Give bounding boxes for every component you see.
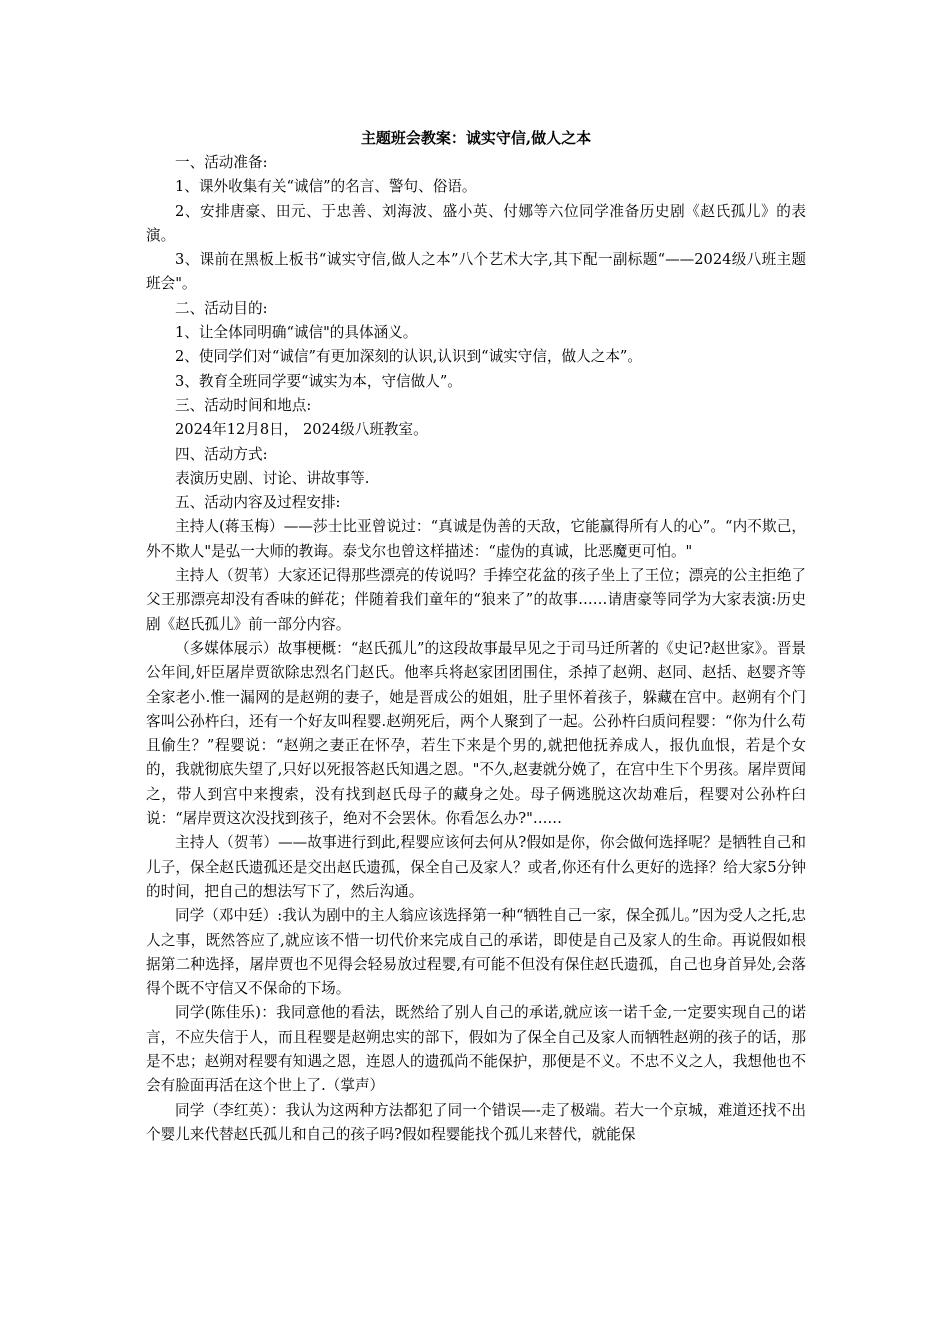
paragraph: 1、课外收集有关“诚信”的名言、警句、俗语。 [175,178,477,196]
paragraph: 主持人（贺苇）大家还记得那些漂亮的传说吗？手捧空花盆的孩子坐上了王位；漂亮的公主拒绝了父王那漂亮却没有香味的鲜花；伴随着我们童年的“狼来了”的故事……请唐豪等同学为大家表演:历史剧《赵氏孤儿》前一部分内容。 [146,567,806,633]
paragraph: 四、活动方式: [175,445,268,463]
paragraph: 同学（邓中廷）:我认为剧中的主人翁应该选择第一种“牺牲自己一家，保全孤儿。”因为受人之托,忠人之事，既然答应了,就应该不惜一切代价来完成自己的承诺，即使是自己及家人的生命。再说假如根据第二种选择，屠岸贾也不见得会轻易放过程婴,有可能不但没有保住赵氏遗孤，自己也身首异处,会落得个既不守信又不保命的下场。 [146,907,806,998]
paragraph: 3、教育全班同学要“诚实为本，守信做人”。 [175,372,462,390]
paragraph: 2024年12月8日， 2024级八班教室。 [175,421,428,439]
paragraph: 五、活动内容及过程安排: [175,494,341,512]
paragraph: 同学(陈佳乐)：我同意他的看法，既然给了别人自己的承诺,就应该一诺千金,一定要实现自己的诺言，不应失信于人，而且程婴是赵朔忠实的部下，假如为了保全自己及家人而牺牲赵朔的孩子的话，那是不忠；赵朔对程婴有知遇之恩，连恩人的遗孤尚不能保护，那便是不义。不忠不义之人，我想他也不会有脸面再活在这个世上了.（掌声） [146,1004,806,1095]
paragraph: 表演历史剧、讨论、讲故事等. [175,469,370,487]
paragraph: 1、让全体同明确“诚信"的具体涵义。 [175,324,418,342]
paragraph: 同学（李红英）：我认为这两种方法都犯了同一个错误—-走了极端。若大一个京城，难道还找不出个婴儿来代替赵氏孤儿和自己的孩子吗?假如程婴能找个孤儿来替代，就能保 [146,1101,806,1143]
page-title: 主题班会教案：诚实守信,做人之本 [360,129,592,147]
paragraph: 主持人（贺苇）——故事进行到此,程婴应该何去何从?假如是你，你会做何选择呢？是牺牲自己和儿子，保全赵氏遗孤还是交出赵氏遗孤，保全自己及家人？或者,你还有什么更好的选择？给大家5分钟的时间，把自己的想法写下了，然后沟通。 [146,834,806,900]
document-page [146,127,806,1147]
document-body [146,151,806,1147]
paragraph: 一、活动准备: [175,154,268,171]
paragraph: 三、活动时间和地点: [175,396,312,414]
paragraph: 主持人(蒋玉梅）——莎士比亚曾说过：“真诚是伪善的天敌，它能赢得所有人的心”。“内不欺己，外不欺人"是弘一大师的教诲。泰戈尔也曾这样描述：“虚伪的真诚，比恶魔更可怕。" [146,518,806,560]
paragraph: （多媒体展示）故事梗概：“赵氏孤儿”的这段故事最早见之于司马迁所著的《史记?赵世家》。晋景公年间,奸臣屠岸贾欲除忠烈名门赵氏。他率兵将赵家团团围住，杀掉了赵朔、赵同、赵括、赵婴齐等全家老小.惟一漏网的是赵朔的妻子，她是晋成公的姐姐，肚子里怀着孩子，躲藏在宫中。赵朔有个门客叫公孙杵臼，还有一个好友叫程婴.赵朔死后，两个人聚到了一起。公孙杵臼质问程婴：“你为什么苟且偷生？”程婴说：“赵朔之妻正在怀孕，若生下来是个男的,就把他抚养成人，报仇血恨，若是个女的，我就彻底失望了,只好以死报答赵氏知遇之恩。"不久,赵妻就分娩了，在宫中生下个男孩。屠岸贾闻之，带人到宫中来搜索，没有找到赵氏母子的藏身之处。母子俩逃脱这次劫难后，程婴对公孙杵臼说：“屠岸贾这次没找到孩子，绝对不会罢休。你看怎么办?"…… [146,639,806,828]
paragraph: 2、使同学们对“诚信”有更加深刻的认识,认识到“诚实守信，做人之本”。 [175,348,642,366]
paragraph: 3、课前在黑板上板书“诚实守信,做人之本”八个艺术大字,其下配一副标题“——2024级八班主题班会"。 [146,251,806,293]
paragraph: 2、安排唐豪、田元、于忠善、刘海波、盛小英、付娜等六位同学准备历史剧《赵氏孤儿》的表演。 [146,202,806,244]
paragraph: 二、活动目的: [175,299,268,317]
